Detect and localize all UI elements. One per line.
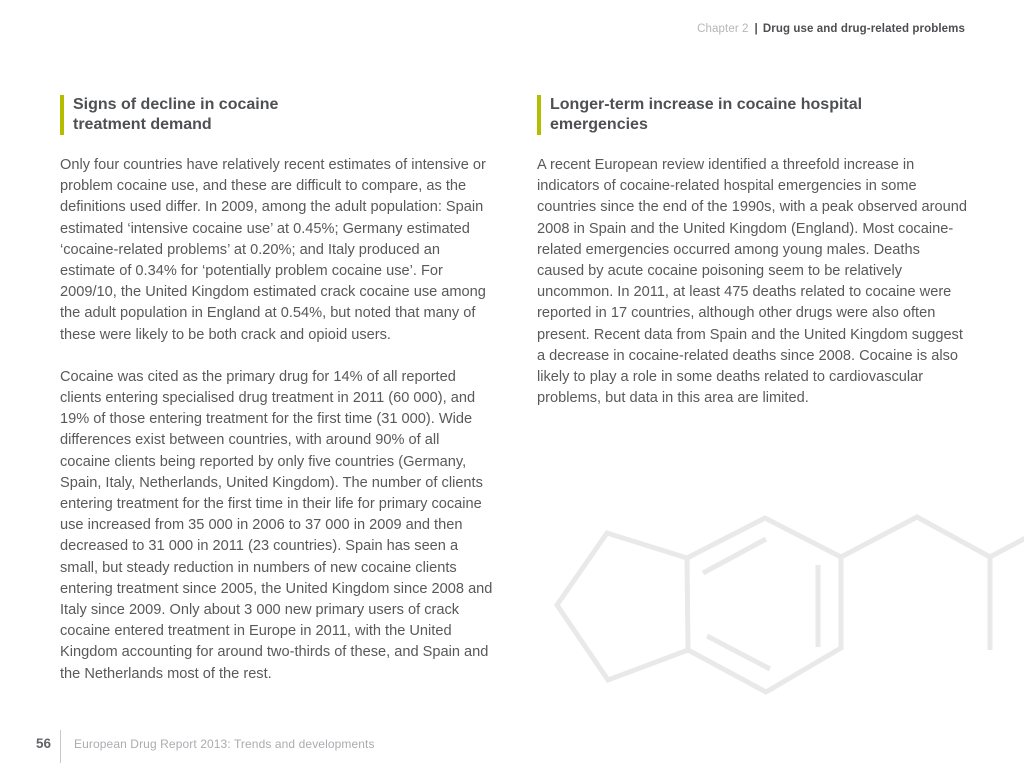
- right-column: [537, 95, 967, 430]
- page-number: 56: [36, 736, 52, 751]
- heading-accent-bar: [60, 95, 64, 135]
- body-paragraph: A recent European review identified a threefold increase in indicators of cocaine-related hospital emergencies in some countries since the end of the 1990s, with a peak observed around 2008 in Spain and the United Kingdom (England). Most cocaine-related emergencies occurred among young males. Deaths caused by acute cocaine poisoning seem to be relatively uncommon. In 2011, at least 475 deaths related to cocaine were reported in 17 countries, although other drugs were also often present. Recent data from Spain and the United Kingdom suggest a decrease in cocaine-related deaths since 2008. Cocaine is also likely to play a role in some deaths related to cardiovascular problems, but data in this area are limited.: [537, 157, 967, 407]
- section-title: Signs of decline in cocaine treatment demand: [73, 96, 279, 133]
- section-title: Longer-term increase in cocaine hospital emergencies: [550, 96, 863, 133]
- chapter-label: Chapter 2: [697, 23, 749, 35]
- section-heading-hospital-emergencies: [537, 95, 967, 135]
- heading-accent-bar: [537, 95, 541, 135]
- page-footer: [36, 730, 375, 763]
- page-header: [697, 23, 965, 35]
- footer-report-title: European Drug Report 2013: Trends and developments: [74, 737, 375, 751]
- molecule-structure-icon: [545, 470, 1024, 710]
- body-paragraph: Cocaine was cited as the primary drug for 14% of all reported clients entering specialised drug treatment in 2011 (60 000), and 19% of those entering treatment for the first time (31 000). Wide differences exist between countries, with around 90% of all cocaine clients being reported by only five countries (Germany, Spain, Italy, Netherlands, United Kingdom). The number of clients entering treatment for the first time in their life for primary cocaine use increased from 35 000 in 2006 to 37 000 in 2009 and then decreased to 31 000 in 2011 (23 countries). Spain has seen a small, but steady reduction in numbers of new cocaine clients entering treatment since 2005, the United Kingdom since 2008 and Italy since 2009. Only about 3 000 new primary users of crack cocaine entered treatment in Europe in 2011, with the United Kingdom accounting for around two-thirds of these, and Spain and the Netherlands most of the rest.: [60, 368, 493, 682]
- chapter-separator: |: [754, 23, 758, 35]
- chapter-title: Drug use and drug-related problems: [762, 23, 965, 35]
- left-column: [60, 95, 493, 706]
- body-paragraph: Only four countries have relatively recent estimates of intensive or problem cocaine use, and these are difficult to compare, as the definitions used differ. In 2009, among the adult population: Spain estimated ‘intensive cocaine use’ at 0.45%; Germany estimated ‘cocaine-related problems’ at 0.20%; and Italy produced an estimate of 0.34% for ‘potentially problem cocaine use’. For 2009/10, the United Kingdom estimated crack cocaine use among the adult population in England at 0.54%, but noted that many of these were likely to be both crack and opioid users.: [60, 157, 486, 343]
- footer-divider: [60, 730, 61, 763]
- section-heading-treatment-demand: [60, 95, 493, 135]
